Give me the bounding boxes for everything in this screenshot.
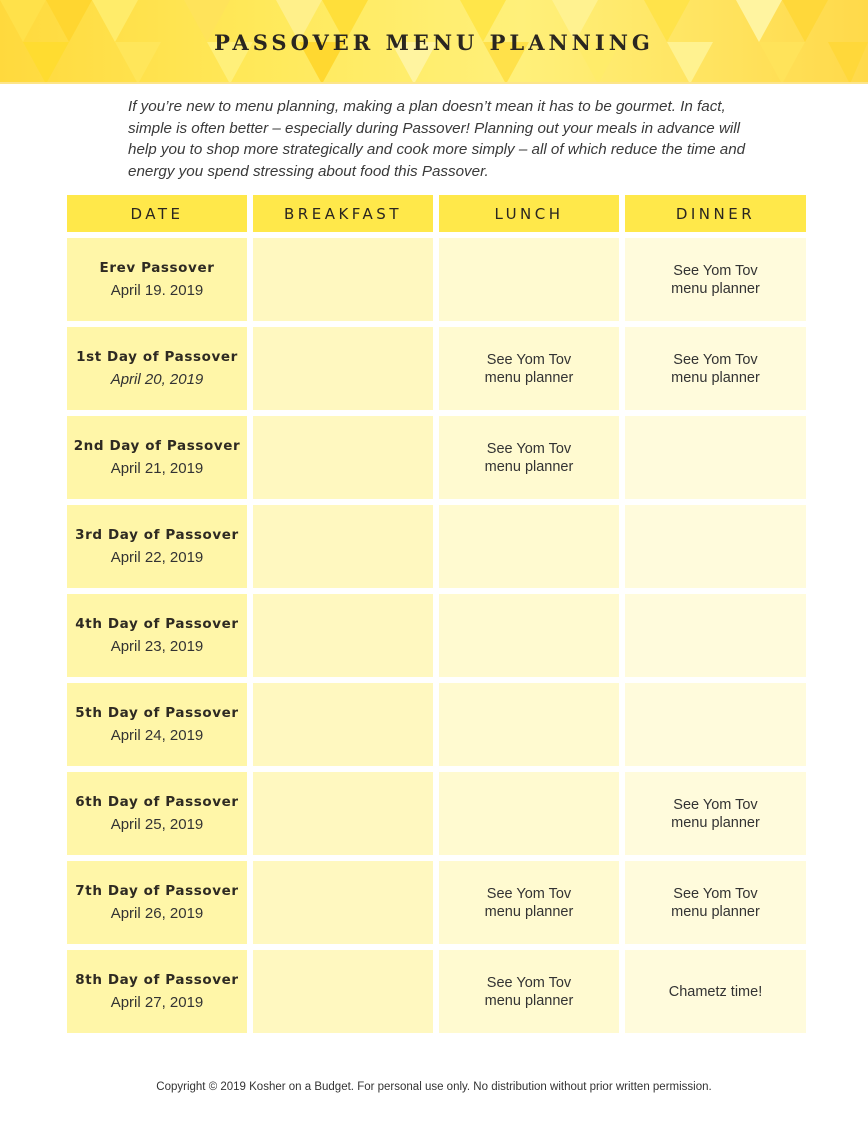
breakfast-cell[interactable] — [253, 594, 433, 677]
dinner-cell[interactable] — [625, 416, 806, 499]
dinner-text: See Yom Tov menu planner — [671, 262, 760, 297]
table-row — [67, 772, 806, 855]
day-label: 3rd Day of Passover — [75, 527, 239, 543]
lunch-cell[interactable] — [439, 238, 619, 321]
date-cell — [67, 594, 247, 677]
day-label: 2nd Day of Passover — [73, 438, 241, 454]
date-cell — [67, 327, 247, 410]
table-row — [67, 238, 806, 321]
table-row — [67, 861, 806, 944]
breakfast-cell[interactable] — [253, 861, 433, 944]
breakfast-cell[interactable] — [253, 683, 433, 766]
date-cell — [67, 238, 247, 321]
date-label: April 21, 2019 — [110, 460, 204, 477]
lunch-text: See Yom Tov menu planner — [484, 974, 574, 1009]
date-cell — [67, 683, 247, 766]
day-label: 8th Day of Passover — [75, 972, 239, 988]
lunch-text: See Yom Tov menu planner — [484, 885, 574, 920]
dinner-text: Chametz time! — [668, 983, 763, 1000]
dinner-cell[interactable] — [625, 594, 806, 677]
dinner-cell[interactable] — [625, 772, 806, 855]
day-label: 7th Day of Passover — [75, 883, 239, 899]
lunch-cell[interactable] — [439, 861, 619, 944]
dinner-cell[interactable] — [625, 238, 806, 321]
table-row — [67, 327, 806, 410]
breakfast-cell[interactable] — [253, 238, 433, 321]
breakfast-cell[interactable] — [253, 772, 433, 855]
breakfast-cell[interactable] — [253, 505, 433, 588]
date-label: April 22, 2019 — [110, 549, 204, 566]
table-row — [67, 505, 806, 588]
menu-planning-table — [67, 195, 806, 1039]
lunch-cell[interactable] — [439, 594, 619, 677]
lunch-text: See Yom Tov menu planner — [484, 440, 574, 475]
date-cell — [67, 772, 247, 855]
day-label: 1st Day of Passover — [76, 349, 238, 365]
column-header-lunch: LUNCH — [439, 195, 619, 232]
copyright-footer: Copyright © 2019 Kosher on a Budget. For personal use only. No distribution without prior written permission. — [156, 1081, 712, 1093]
dinner-text: See Yom Tov menu planner — [671, 796, 760, 831]
date-cell — [67, 861, 247, 944]
breakfast-cell[interactable] — [253, 327, 433, 410]
page-title: PASSOVER MENU PLANNING — [214, 30, 654, 55]
dinner-cell[interactable] — [625, 950, 806, 1033]
date-label: April 27, 2019 — [110, 994, 204, 1011]
date-label: April 25, 2019 — [110, 816, 204, 833]
table-row — [67, 416, 806, 499]
lunch-text: See Yom Tov menu planner — [484, 351, 574, 386]
date-label: April 24, 2019 — [110, 727, 204, 744]
day-label: 6th Day of Passover — [75, 794, 239, 810]
breakfast-cell[interactable] — [253, 950, 433, 1033]
column-header-dinner: DINNER — [625, 195, 806, 232]
lunch-cell[interactable] — [439, 950, 619, 1033]
day-label: 5th Day of Passover — [75, 705, 239, 721]
lunch-cell[interactable] — [439, 416, 619, 499]
dinner-cell[interactable] — [625, 327, 806, 410]
lunch-cell[interactable] — [439, 683, 619, 766]
date-label: April 23, 2019 — [110, 638, 204, 655]
dinner-cell[interactable] — [625, 505, 806, 588]
dinner-cell[interactable] — [625, 683, 806, 766]
lunch-cell[interactable] — [439, 772, 619, 855]
table-row — [67, 683, 806, 766]
day-label: 4th Day of Passover — [75, 616, 239, 632]
dinner-cell[interactable] — [625, 861, 806, 944]
date-cell — [67, 416, 247, 499]
date-label: April 26, 2019 — [110, 905, 204, 922]
table-row — [67, 594, 806, 677]
column-header-breakfast: BREAKFAST — [253, 195, 433, 232]
lunch-cell[interactable] — [439, 327, 619, 410]
title-banner — [0, 0, 868, 84]
intro-paragraph: If you’re new to menu planning, making a plan doesn’t mean it has to be gourmet. In fact, simple is often better – especially during Passover! Planning out your meals in advance will help you to shop more strategically and cook more simply – all of which reduce the time and energy you spend stressing about food this Passover. — [128, 98, 746, 180]
day-label: Erev Passover — [99, 260, 215, 276]
lunch-cell[interactable] — [439, 505, 619, 588]
column-header-date: DATE — [67, 195, 247, 232]
date-label: April 20, 2019 — [110, 371, 204, 388]
date-cell — [67, 950, 247, 1033]
table-header-row — [67, 195, 806, 232]
breakfast-cell[interactable] — [253, 416, 433, 499]
table-row — [67, 950, 806, 1033]
dinner-text: See Yom Tov menu planner — [671, 885, 760, 920]
date-label: April 19. 2019 — [110, 282, 204, 299]
date-cell — [67, 505, 247, 588]
dinner-text: See Yom Tov menu planner — [671, 351, 760, 386]
